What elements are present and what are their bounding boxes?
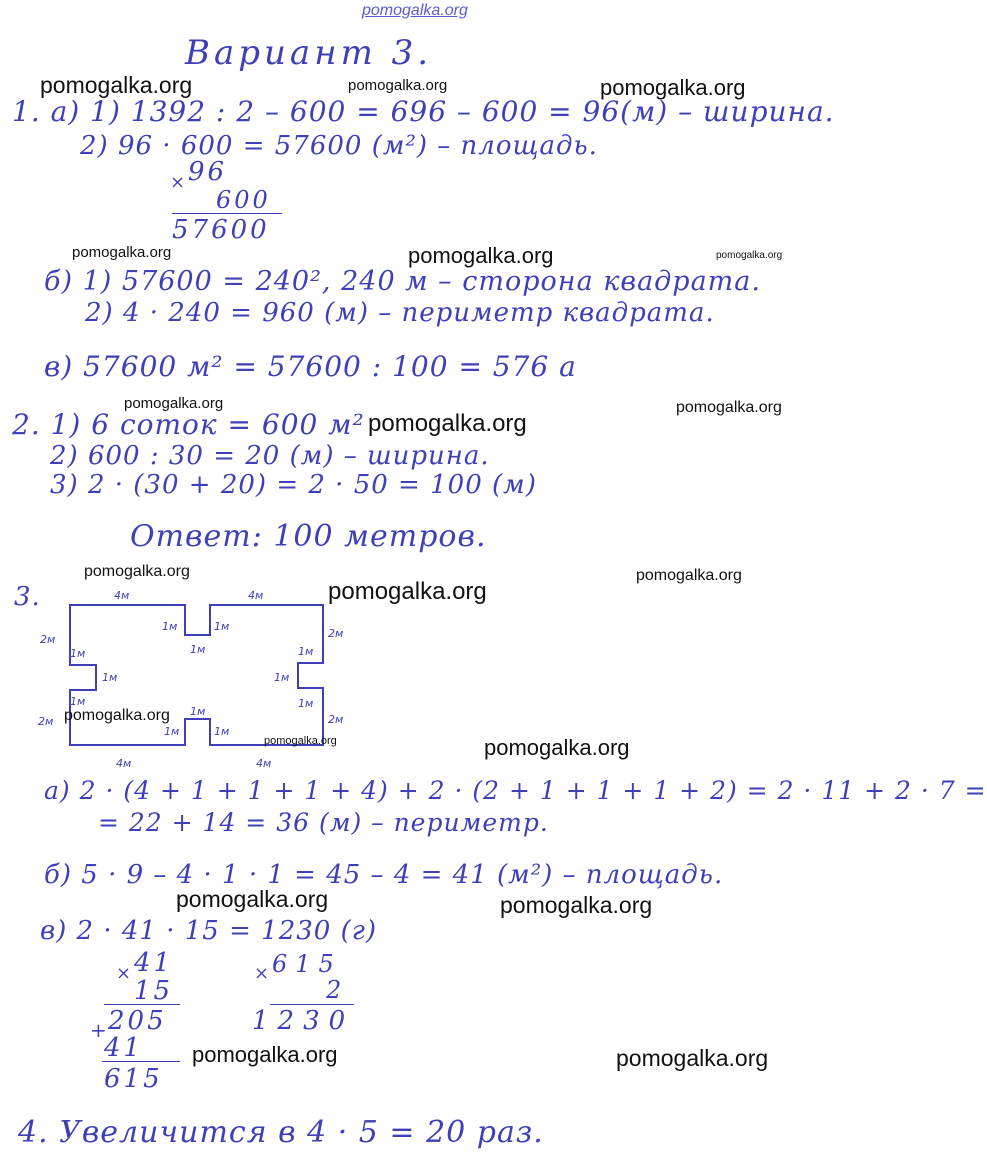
task3-mult1-result: 615 — [104, 1064, 163, 1094]
task3-number: 3. — [14, 582, 41, 612]
watermark: pomogalka.org — [72, 244, 172, 261]
task2-line2: 2) 600 : 30 = 20 (м) – ширина. — [50, 441, 490, 471]
dim-left-top: 2м — [40, 633, 56, 646]
task2-line1: 2. 1) 6 соток = 600 м² — [12, 408, 365, 441]
dim-notch-bot-t: 1м — [190, 705, 206, 718]
task1-mult-top: 96 — [188, 157, 228, 187]
dim-notch-bot-l: 1м — [164, 725, 180, 738]
dim-bottom-left: 4м — [116, 757, 132, 770]
dim-top-left: 4м — [114, 589, 130, 602]
watermark: pomogalka.org — [348, 77, 448, 94]
dim-right-bottom: 2м — [328, 713, 344, 726]
dim-notch-left-b: 1м — [70, 695, 86, 708]
task3-mult1-rule2 — [102, 1061, 180, 1062]
task4-line: 4. Увеличится в 4 · 5 = 20 раз. — [18, 1115, 544, 1150]
task1-b-line1: б) 1) 57600 = 240², 240 м – сторона квадрата. — [44, 266, 761, 297]
page-title: Вариант 3. — [185, 33, 433, 73]
dim-notch-top-r: 1м — [214, 620, 230, 633]
task3-mult2-bottom: 2 — [326, 976, 345, 1004]
task2-line3: 3) 2 · (30 + 20) = 2 · 50 = 100 (м) — [50, 470, 537, 500]
watermark: pomogalka.org — [368, 410, 527, 437]
task1-mult-bottom: 600 — [216, 186, 271, 214]
task3-mult2-sign: × — [254, 963, 273, 984]
task3-mult2-top: 615 — [272, 950, 342, 978]
task1-a-line1: 1. а) 1) 1392 : 2 – 600 = 696 – 600 = 96(м) – ширина. — [12, 95, 835, 128]
task1-mult-sign: × — [170, 172, 189, 193]
task3-a-line2: = 22 + 14 = 36 (м) – периметр. — [98, 808, 549, 837]
dim-left-bottom: 2м — [38, 715, 54, 728]
task1-mult-result: 57600 — [172, 215, 270, 245]
dim-notch-right-b: 1м — [298, 697, 314, 710]
watermark: pomogalka.org — [176, 886, 329, 912]
watermark: pomogalka.org — [64, 707, 170, 724]
watermark: pomogalka.org — [264, 735, 337, 747]
watermark: pomogalka.org — [636, 567, 742, 584]
task3-mult2-rule — [270, 1004, 354, 1005]
task3-v-line: в) 2 · 41 · 15 = 1230 (г) — [40, 916, 378, 946]
watermark: pomogalka.org — [500, 892, 653, 918]
watermark: pomogalka.org — [84, 563, 190, 580]
dim-bottom-right: 4м — [256, 757, 272, 770]
dim-notch-left-r: 1м — [102, 671, 118, 684]
dim-notch-top-l: 1м — [162, 620, 178, 633]
dim-notch-left-t: 1м — [70, 647, 86, 660]
watermark: pomogalka.org — [328, 578, 487, 605]
watermark: pomogalka.org — [716, 250, 783, 261]
task3-mult1-p1: 205 — [108, 1006, 167, 1036]
watermark: pomogalka.org — [484, 735, 630, 760]
task3-mult1-p2: 41 — [104, 1033, 144, 1063]
dim-top-right: 4м — [248, 589, 264, 602]
dim-notch-top-b: 1м — [190, 643, 206, 656]
watermark: pomogalka.org — [616, 1045, 769, 1071]
dim-notch-bot-r: 1м — [214, 725, 230, 738]
watermark: pomogalka.org — [408, 243, 554, 268]
task1-mult-rule — [172, 213, 282, 214]
watermark: pomogalka.org — [600, 75, 746, 100]
watermark: pomogalka.org — [676, 399, 782, 416]
task2-answer: Ответ: 100 метров. — [130, 519, 487, 554]
task3-a-line1: а) 2 · (4 + 1 + 1 + 1 + 4) + 2 · (2 + 1 + 1 + 1 + 2) = 2 · 11 + 2 · 7 = — [44, 776, 987, 805]
task1-b-line2: 2) 4 · 240 = 960 (м) – периметр квадрата. — [85, 298, 715, 328]
task3-mult1-sign: × — [116, 963, 135, 984]
task3-mult1-plus: + — [90, 1018, 110, 1042]
dim-right-top: 2м — [328, 627, 344, 640]
task3-mult2-result: 1230 — [252, 1006, 355, 1036]
task3-mult1-bottom: 15 — [134, 976, 174, 1006]
watermark: pomogalka.org — [124, 395, 224, 412]
watermark: pomogalka.org — [192, 1042, 338, 1067]
task1-a-line2: 2) 96 · 600 = 57600 (м²) – площадь. — [80, 131, 598, 161]
task1-v-line: в) 57600 м² = 57600 : 100 = 576 а — [44, 350, 577, 383]
dim-notch-right-t: 1м — [298, 645, 314, 658]
task3-mult1-top: 41 — [134, 948, 174, 978]
task3-mult1-rule1 — [104, 1004, 180, 1005]
dim-notch-right-l: 1м — [274, 671, 290, 684]
task3-b-line: б) 5 · 9 – 4 · 1 · 1 = 45 – 4 = 41 (м²) – площадь. — [44, 860, 724, 890]
watermark: pomogalka.org — [40, 72, 193, 98]
top-watermark: pomogalka.org — [362, 2, 468, 19]
